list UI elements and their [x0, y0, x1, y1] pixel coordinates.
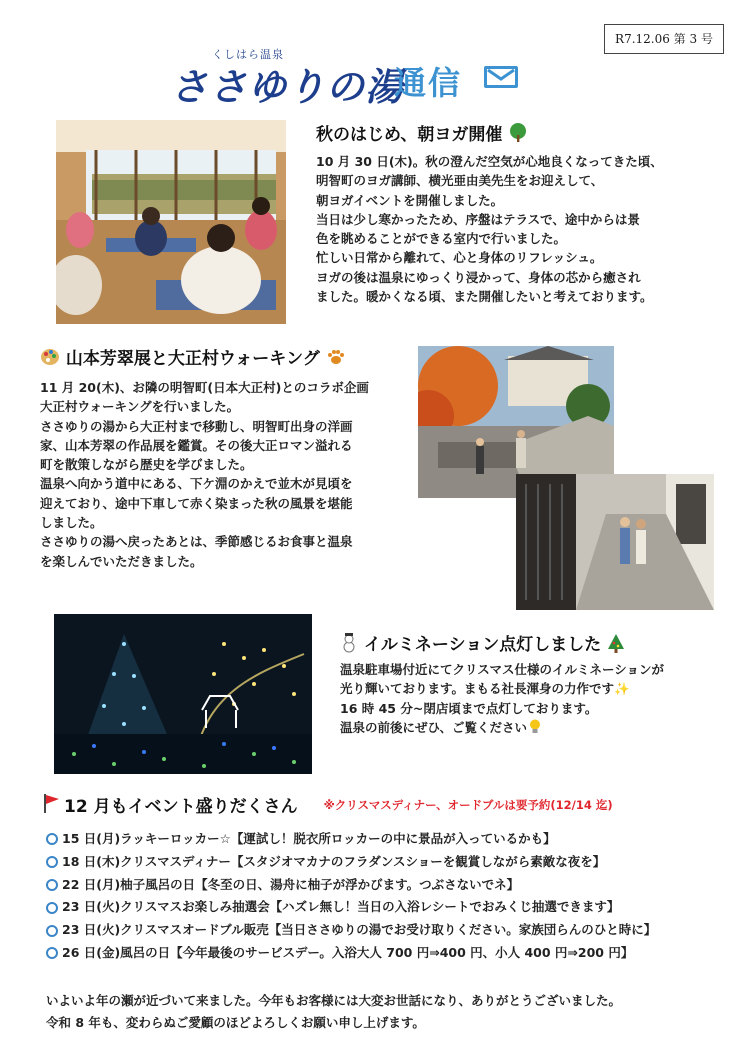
section2-body: [40, 378, 410, 571]
section4-title: [42, 792, 613, 817]
event-text: 15 日(月)ラッキーロッカー☆【運試し！脱衣所ロッカーの中に景品が入っているかも】: [62, 831, 556, 846]
event-text: 18 日(木)クリスマスディナー【スタジオマカナのフラダンスショーを観賞しながら素敵な夜を】: [62, 853, 606, 869]
list-item: [46, 851, 656, 874]
circle-bullet-icon: [46, 925, 58, 937]
walking-photo-street: [516, 474, 714, 610]
event-text: 23 日(火)クリスマスオードブル販売【当日ささゆりの湯でお受け取りください。家族団らんのひと時に】: [62, 922, 657, 938]
list-item: [46, 896, 656, 919]
section1-line: ました。暖かくなる頃、また開催したいと考えております。: [316, 289, 653, 305]
section3-line: [340, 718, 720, 739]
issue-number: R7.12.06 第 3 号: [604, 24, 724, 54]
mail-icon: [484, 66, 518, 88]
section3-line-text: 温泉の前後にぜひ、ご覧ください: [340, 719, 528, 735]
section2-title-text: 山本芳翠展と大正村ウォーキング: [65, 349, 320, 369]
section3-line: 16 時 45 分~閉店頃まで点灯しております。: [340, 700, 598, 716]
section2-line: しました。: [40, 515, 103, 531]
section1-line: 明智町のヨガ講師、横光亜由美先生をお迎えして、: [316, 173, 604, 189]
section1-title-text: 秋のはじめ、朝ヨガ開催: [316, 125, 503, 145]
illumination-photo: [54, 614, 312, 774]
event-text: 26 日(金)風呂の日【今年最後のサービスデー。入浴大人 700 円⇒400 円、小人 400 円⇒200 円】: [62, 944, 634, 960]
palette-icon: [40, 347, 60, 372]
section2-line: 11 月 20(木)、お隣の明智町(日本大正村)とのコラボ企画: [40, 380, 369, 395]
section1-line: 朝ヨガイベントを開催しました。: [316, 192, 504, 208]
circle-bullet-icon: [46, 833, 58, 845]
section2-line: を楽しんでいただきました。: [40, 553, 203, 569]
closing-line: 令和 8 年も、変わらぬご愛顧のほどよろしくお願い申し上げます。: [46, 1015, 425, 1030]
list-item: [46, 828, 656, 851]
event-text: 22 日(月)柚子風呂の日【冬至の日、湯舟に柚子が浮かびます。つぶさないでネ】: [62, 876, 520, 892]
event-list: [46, 828, 656, 965]
circle-bullet-icon: [46, 879, 58, 891]
sparkle-icon: ✨: [614, 681, 630, 697]
section2-line: 大正村ウォーキングを行いました。: [40, 399, 240, 415]
section3-title: [340, 630, 625, 658]
circle-bullet-icon: [46, 947, 58, 959]
circle-bullet-icon: [46, 902, 58, 914]
closing-message: [46, 990, 621, 1034]
newsletter-title: 通信: [394, 64, 463, 102]
section1-line: ヨガの後は温泉にゆっくり浸かって、身体の芯から癒され: [316, 269, 641, 285]
section2-line: 町を散策しながら歴史を学びました。: [40, 457, 253, 473]
section1-body: [316, 152, 716, 306]
christmas-tree-icon: [607, 633, 625, 658]
section1-title: [316, 120, 528, 148]
section3-title-text: イルミネーション点灯しました: [363, 635, 602, 655]
closing-line: いよいよ年の瀬が近づいて来ました。今年もお客様には大変お世話になり、ありがとうございました。: [46, 993, 622, 1008]
section1-line: 色を眺めることができる室内で行いました。: [316, 231, 567, 247]
tree-icon: [508, 123, 528, 148]
section2-title: [40, 344, 346, 372]
event-text: 23 日(火)クリスマスお楽しみ抽選会【ハズレ無し！当日の入浴レシートでおみくじ抽選できます】: [62, 899, 620, 915]
section2-line: 家、山本芳翠の作品展を鑑賞。その後大正ロマン溢れる: [40, 437, 353, 453]
section3-line: [340, 679, 720, 698]
logo-main-text: ささゆりの湯: [170, 64, 405, 109]
yoga-photo: [56, 120, 286, 324]
paw-icon: [326, 347, 346, 372]
list-item: [46, 942, 656, 965]
list-item: [46, 919, 656, 942]
red-flag-icon: [42, 793, 60, 817]
section4-title-text: 12 月もイベント盛りだくさん: [64, 797, 298, 817]
logo-small-text: くしはら温泉: [212, 48, 284, 61]
lightbulb-icon: [529, 719, 541, 739]
section2-line: ささゆりの湯へ戻ったあとは、季節感じるお食事と温泉: [40, 534, 353, 550]
circle-bullet-icon: [46, 856, 58, 868]
section2-line: ささゆりの湯から大正村まで移動し、明智町出身の洋画: [40, 418, 353, 434]
reservation-note: ※クリスマスディナー、オードブルは要予約(12/14 迄): [323, 797, 613, 812]
section1-line: 当日は少し寒かったため、序盤はテラスで、途中からは景: [316, 211, 640, 227]
section2-line: 迎えており、途中下車して赤く染まった秋の風景を堪能: [40, 495, 353, 511]
snowman-icon: [340, 633, 358, 658]
section1-line: 忙しい日常から離れて、心と身体のリフレッシュ。: [316, 250, 603, 266]
section3-body: [340, 660, 720, 739]
section1-line: 10 月 30 日(木)。秋の澄んだ空気が心地良くなってきた頃、: [316, 154, 663, 169]
section3-line-text: 光り輝いております。まもる社長渾身の力作です: [340, 681, 615, 697]
section3-line: 温泉駐車場付近にてクリスマス仕様のイルミネーションが: [340, 662, 665, 677]
list-item: [46, 874, 656, 897]
section2-line: 温泉へ向かう道中にある、下ケ淵のかえで並木が見頃を: [40, 476, 353, 492]
